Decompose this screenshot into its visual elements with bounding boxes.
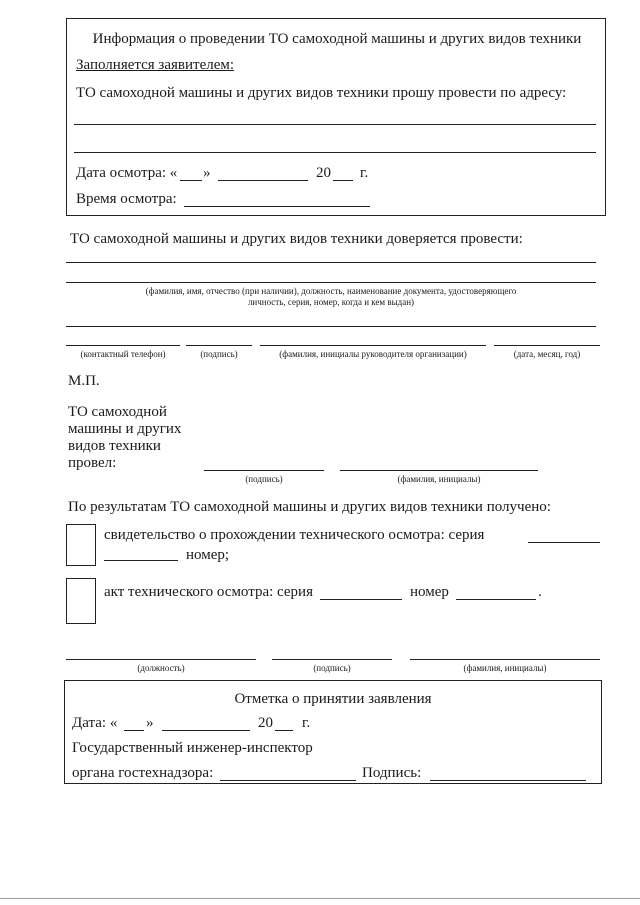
page-bottom-border	[0, 898, 640, 899]
trust-caption-line-1: (фамилия, имя, отчество (при наличии), должность, наименование документа, удостоверяющего	[145, 286, 517, 296]
caption-contact-phone: (контактный телефон)	[80, 349, 166, 359]
inspector-label-line-1: Государственный инженер-инспектор	[72, 740, 313, 756]
conducted-label-line-1: ТО самоходной	[68, 404, 167, 420]
info-box-title: Информация о проведении ТО самоходной машины и других видов техники	[92, 31, 582, 47]
head-name-field[interactable]	[260, 345, 486, 346]
caption-signature: (подпись)	[313, 663, 351, 673]
trust-line-3[interactable]	[66, 326, 596, 327]
certificate-number-field[interactable]	[104, 560, 178, 561]
caption-name: (фамилия, инициалы)	[463, 663, 547, 673]
inspection-date-label: Дата осмотра: «	[76, 165, 178, 181]
acceptance-date-year-suffix: г.	[302, 715, 311, 731]
head-signature-field[interactable]	[186, 345, 252, 346]
inspector-signature-label: Подпись:	[362, 765, 422, 781]
certificate-checkbox[interactable]	[66, 524, 96, 566]
address-label: ТО самоходной машины и других видов техники прошу провести по адресу:	[76, 85, 567, 101]
caption-head-signature: (подпись)	[200, 349, 238, 359]
trust-date-field[interactable]	[494, 345, 600, 346]
acceptance-date-day-field[interactable]	[124, 730, 144, 731]
inspector-label-line-2: органа гостехнадзора:	[72, 765, 214, 781]
act-end-period: .	[538, 584, 542, 600]
acceptance-date-year-prefix: 20	[258, 715, 273, 731]
act-number-field[interactable]	[456, 599, 536, 600]
results-label: По результатам ТО самоходной машины и других видов техники получено:	[68, 499, 551, 515]
caption-position: (должность)	[137, 663, 185, 673]
certificate-series-field[interactable]	[528, 542, 600, 543]
acceptance-date-year-field[interactable]	[275, 730, 293, 731]
inspection-date-quote-close: »	[203, 165, 211, 181]
inspection-date-year-prefix: 20	[316, 165, 331, 181]
trust-line-2[interactable]	[66, 282, 596, 283]
inspection-date-year-field[interactable]	[333, 180, 353, 181]
address-line-1[interactable]	[74, 124, 596, 125]
name-field[interactable]	[410, 659, 600, 660]
trust-line-1[interactable]	[66, 262, 596, 263]
conducted-label-line-4: провел:	[68, 455, 117, 471]
conducted-label-line-3: видов техники	[68, 438, 161, 454]
contact-phone-field[interactable]	[66, 345, 180, 346]
conducted-signature-field[interactable]	[204, 470, 324, 471]
certificate-text: свидетельство о прохождении технического осмотра: серия	[104, 527, 485, 543]
acceptance-title: Отметка о принятии заявления	[234, 691, 432, 707]
act-text: акт технического осмотра: серия	[104, 584, 313, 600]
signature-field[interactable]	[272, 659, 392, 660]
acceptance-date-quote-close: »	[146, 715, 154, 731]
inspector-signature-field[interactable]	[430, 780, 586, 781]
inspection-date-day-field[interactable]	[180, 180, 202, 181]
position-field[interactable]	[66, 659, 256, 660]
inspection-date-month-field[interactable]	[218, 180, 308, 181]
stamp-place-label: М.П.	[68, 373, 100, 389]
inspection-time-field[interactable]	[184, 206, 370, 207]
trust-caption-line-2: личность, серия, номер, когда и кем выдан)	[247, 297, 415, 307]
act-checkbox[interactable]	[66, 578, 96, 624]
filled-by-label: Заполняется заявителем:	[76, 57, 235, 73]
conducted-label-line-2: машины и других	[68, 421, 182, 437]
inspector-name-field[interactable]	[220, 780, 356, 781]
act-series-field[interactable]	[320, 599, 402, 600]
caption-trust-date: (дата, месяц, год)	[513, 349, 581, 359]
acceptance-date-label: Дата: «	[72, 715, 118, 731]
inspection-date-year-suffix: г.	[360, 165, 369, 181]
acceptance-date-month-field[interactable]	[162, 730, 250, 731]
address-line-2[interactable]	[74, 152, 596, 153]
caption-head-name: (фамилия, инициалы руководителя организации)	[279, 349, 467, 359]
caption-conducted-signature: (подпись)	[245, 474, 283, 484]
inspection-time-label: Время осмотра:	[76, 191, 177, 207]
certificate-number-label: номер;	[186, 547, 230, 563]
conducted-name-field[interactable]	[340, 470, 538, 471]
trust-label: ТО самоходной машины и других видов техники доверяется провести:	[70, 231, 523, 247]
act-number-label: номер	[410, 584, 449, 600]
caption-conducted-name: (фамилия, инициалы)	[397, 474, 481, 484]
